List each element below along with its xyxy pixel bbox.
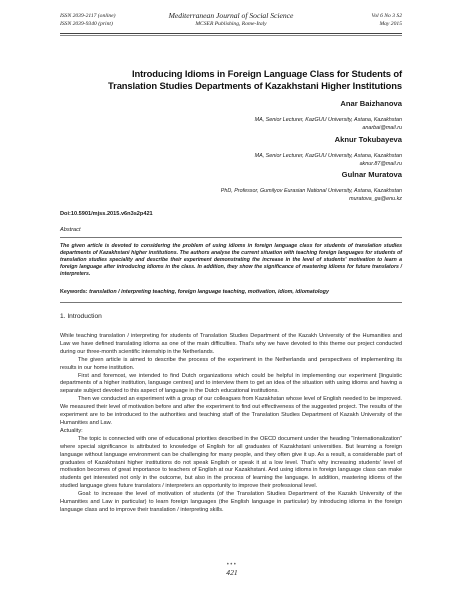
issue-date: May 2015: [379, 21, 402, 27]
body-text: [60, 333, 402, 515]
author-email[interactable]: anarbai@mail.ru: [362, 125, 402, 131]
author-email[interactable]: muratova_ga@enu.kz: [349, 196, 402, 202]
issn-print: ISSN 2039-9340 (print): [60, 21, 113, 27]
article-title: [60, 68, 402, 92]
issue-block: [372, 12, 402, 28]
journal-name: Mediterranean Journal of Social Science: [168, 11, 294, 20]
page-footer: [0, 562, 464, 578]
article-title-line-1: Introducing Idioms in Foreign Language Class for Students of: [131, 68, 402, 79]
doi[interactable]: Doi:10.5901/mjss.2015.v6n3s2p421: [60, 211, 153, 217]
paragraph: First and foremost, we intended to find Dutch organizations which could be helpful in implementing our experiment [linguistic departments of a higher institution, language centres] and to interview them to get an idea of the situation with using idioms and having a separate subject devoted to this aspect of language in the Dutch educational institutions.: [60, 372, 402, 395]
abstract-text: The given article is devoted to considering the problem of using idioms in foreign language class for students of translation studies departments of Kazakhstani higher institutions. The authors analyse the current situation with teaching foreign languages for students of translation studies speciality and describe their experiment demonstrating the increase in the level of students' motivation to learn a foreign language after introducing idioms in the class. In addition, they show the significance of mastering idioms for future translators / interpreters.: [60, 243, 402, 278]
keywords: [60, 289, 402, 295]
page-number: 421: [226, 568, 238, 577]
publisher: MCSER Publishing, Rome-Italy: [195, 21, 267, 27]
abstract-rule: [60, 237, 402, 238]
keywords-text: translation / interpreting teaching, foreign language teaching, motivation, idiom, idiomatology: [89, 289, 329, 295]
keywords-label: Keywords:: [60, 289, 88, 295]
author-email[interactable]: aknur.87@mail.ru: [359, 161, 402, 167]
author-block-2: [255, 135, 402, 168]
author-name: Aknur Tokubayeva: [334, 135, 402, 144]
abstract-heading: Abstract: [60, 227, 81, 233]
header-rule-thin: [60, 35, 402, 36]
author-affiliation: MA, Senior Lecturer, KazGUU University, Astana, Kazakhstan: [254, 153, 402, 159]
paragraph: While teaching translation / interpreting for students of Translation Studies Department of the Kazakh University of the Humanities and Law we have defined translating idioms as one of the main difficulties. That's why we have devoted to this theme our project conducted during our three-month scientific internship in the Netherlands.: [60, 333, 402, 355]
paragraph: Actuality:: [60, 427, 83, 434]
volume: Vol 6 No 3 S2: [371, 13, 402, 19]
author-block-3: [221, 170, 402, 203]
paragraph: Then we conducted an experiment with a group of our colleagues from Kazakhstan whose level of English needed to be improved. We measured their level of motivation before and after the experiment to find out effectiveness of the suggested project. The results of the experiment are to be introduced to the authorities and teaching staff of the Translation Studies Department of Kazakh University of the Humanities and Law.: [60, 396, 402, 426]
keywords-rule: [60, 302, 402, 303]
paragraph: Goal: to increase the level of motivation of students (of the Translation Studies Department of the Kazakh University of the Humanities and Law in particular) to learn foreign languages (the English language in particular) by introducing idioms in the foreign language class and to improve their translation / interpreting skills.: [60, 491, 402, 513]
article-title-line-2: Translation Studies Departments of Kazakhstani Higher Institutions: [108, 80, 402, 91]
header-rule: [60, 33, 402, 34]
author-affiliation: MA, Senior Lecturer, KazGUU University, Astana, Kazakhstan: [254, 117, 402, 123]
author-name: Anar Baizhanova: [340, 99, 402, 108]
paragraph: The topic is connected with one of educational priorities described in the OECD document under the heading “Internationalization” where special significance is attributed to knowledge of English for all graduates of Kazakhstani universities. But learning a foreign language without language environment can be challenging for many people, and they often give it up. As a result, a considerable part of graduates of Kazakhstani higher institutions do not speak English or speak it at a low level. That's why increasing students' level of motivation becomes of great importance to teachers of English at our Kazakhstani. And using idioms in foreign language class can make students get interested not only in the outcome, but also in the process of learning the language. In addition, mastering idioms of the studied language gives future translators / interpreters an opportunity to improve their professional level.: [60, 435, 402, 490]
footer-dots: •••: [226, 562, 238, 568]
journal-block: [60, 12, 402, 28]
issn-online: ISSN 2039-2117 (online): [60, 13, 116, 19]
paragraph: The given article is aimed to describe the process of the experiment in the Netherlands and perspectives of implementing its results in our home institution.: [60, 356, 402, 371]
author-name: Gulnar Muratova: [341, 170, 402, 179]
author-block-1: [255, 99, 402, 132]
author-affiliation: PhD, Professor, Gumilyov Eurasian National University, Astana, Kazakhstan: [220, 188, 402, 194]
section-heading: 1. Introduction: [60, 313, 102, 320]
